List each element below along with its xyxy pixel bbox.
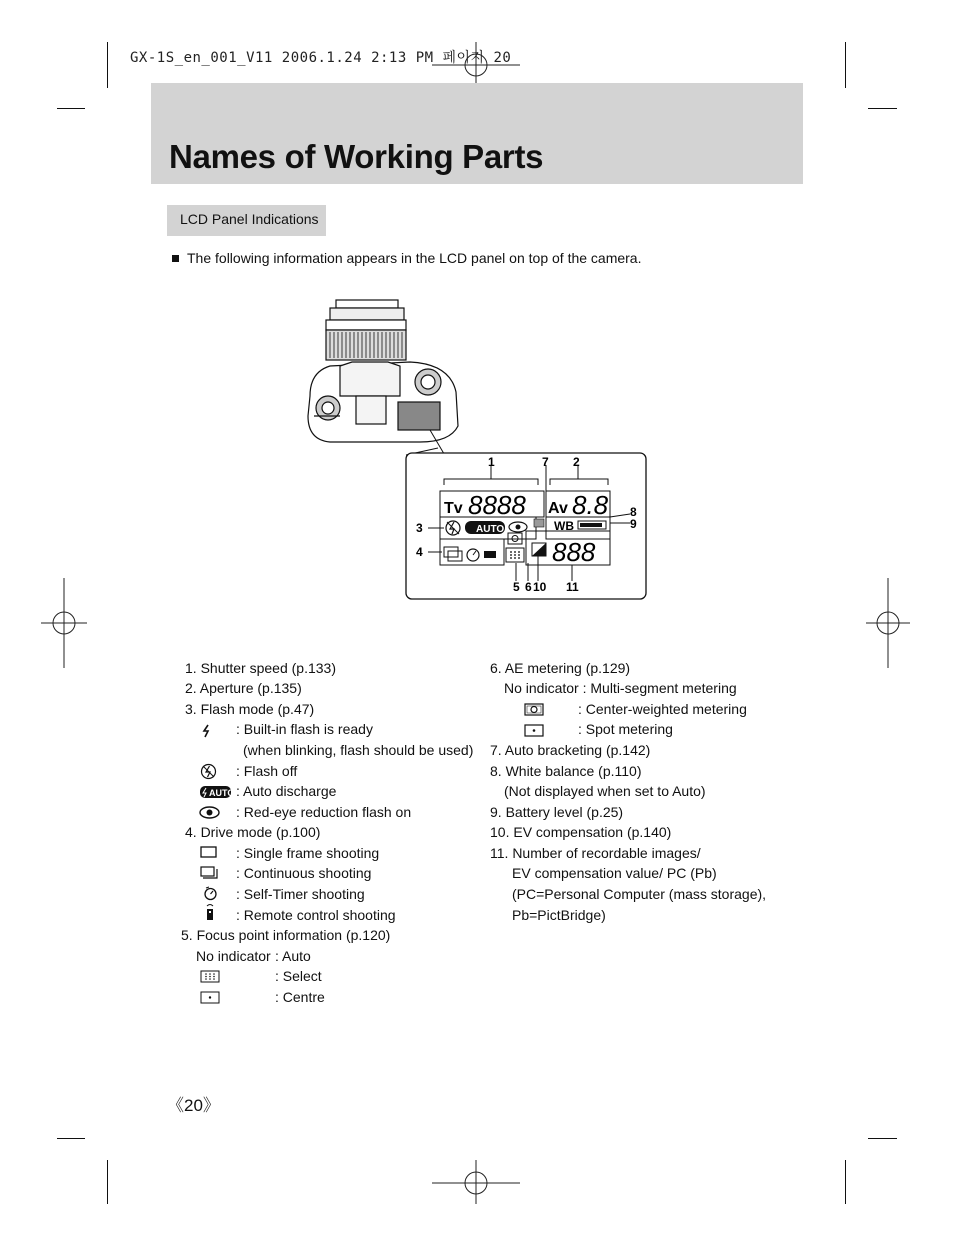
intro-line: [172, 250, 642, 266]
callout-9: 9: [630, 517, 637, 531]
focus-select-text: : Select: [275, 968, 322, 984]
multi-segment-text: No indicator : Multi-segment metering: [504, 680, 737, 696]
callout-5: 5: [513, 580, 520, 594]
spot-metering-text: : Spot metering: [578, 721, 673, 737]
item-white-balance: 8. White balance (p.110): [490, 763, 642, 779]
item-flash-mode: 3. Flash mode (p.47): [185, 701, 315, 717]
callout-6: 6: [525, 580, 532, 594]
lcd-shutter-digits: 8888: [468, 490, 526, 520]
focus-centre-icon: [200, 991, 220, 1004]
remote-control-text: : Remote control shooting: [236, 907, 396, 923]
item-recordable-images: 11. Number of recordable images/: [490, 845, 701, 861]
lcd-aperture-digits: 8.8: [572, 490, 609, 520]
print-header: GX-1S_en_001_V11 2006.1.24 2:13 PM 페이지 20: [130, 50, 512, 66]
item-battery-level: 9. Battery level (p.25): [490, 804, 624, 820]
callout-1: 1: [488, 455, 495, 469]
item-shutter-speed: 1. Shutter speed (p.133): [185, 660, 336, 676]
callout-7: 7: [542, 455, 549, 469]
focus-auto-label: No indicator: [196, 948, 271, 964]
flash-off-text: : Flash off: [236, 763, 298, 779]
single-frame-text: : Single frame shooting: [236, 845, 380, 861]
white-balance-note: (Not displayed when set to Auto): [504, 783, 706, 799]
item-ae-metering: 6. AE metering (p.129): [490, 660, 631, 676]
callout-8: 8: [630, 505, 637, 519]
callout-3: 3: [416, 521, 423, 535]
self-timer-icon: [203, 886, 218, 901]
lcd-tv-label: Tv: [444, 500, 463, 517]
page-number: 《20》: [167, 1096, 220, 1115]
item-aperture: 2. Aperture (p.135): [185, 680, 302, 696]
red-eye-text: : Red-eye reduction flash on: [236, 804, 412, 820]
callout-2: 2: [573, 455, 580, 469]
item-focus-point: 5. Focus point information (p.120): [181, 927, 391, 943]
focus-centre-text: : Centre: [275, 989, 325, 1005]
callout-11: 11: [566, 580, 579, 594]
recordable-images-line3: (PC=Personal Computer (mass storage),: [512, 886, 767, 902]
lcd-bracket-icon: [534, 519, 544, 527]
flash-off-icon: [200, 763, 217, 780]
item-drive-mode: 4. Drive mode (p.100): [185, 824, 321, 840]
camera-top-illustration: [300, 296, 470, 446]
flash-ready-note: (when blinking, flash should be used): [243, 742, 474, 758]
lcd-panel-diagram: [404, 451, 649, 603]
item-auto-bracketing: 7. Auto bracketing (p.142): [490, 742, 651, 758]
red-eye-icon: [199, 806, 220, 819]
focus-select-icon: [200, 970, 220, 983]
lcd-wb-label: WB: [554, 519, 574, 533]
continuous-shooting-text: : Continuous shooting: [236, 865, 372, 881]
page-title: Names of Working Parts: [169, 138, 544, 175]
item-ev-compensation: 10. EV compensation (p.140): [490, 824, 672, 840]
center-weighted-icon: [524, 703, 544, 716]
lcd-auto-label: AUTO: [476, 524, 505, 535]
callout-4: 4: [416, 545, 423, 559]
section-tab: LCD Panel Indications: [167, 205, 326, 236]
auto-discharge-text: : Auto discharge: [236, 783, 337, 799]
recordable-images-line4: Pb=PictBridge): [512, 907, 606, 923]
continuous-shooting-icon: [200, 866, 219, 880]
flash-ready-text: : Built-in flash is ready: [236, 721, 373, 737]
callout-10: 10: [533, 580, 547, 594]
focus-auto-text: : Auto: [275, 948, 311, 964]
flash-ready-icon: [202, 724, 212, 738]
lcd-av-label: Av: [548, 500, 568, 517]
spot-metering-icon: [524, 724, 544, 737]
intro-text: The following information appears in the LCD panel on top of the camera.: [187, 250, 642, 266]
center-weighted-text: : Center-weighted metering: [578, 701, 747, 717]
bullet-square-icon: [172, 255, 179, 262]
single-frame-icon: [200, 846, 218, 858]
auto-discharge-icon: [200, 786, 235, 798]
recordable-images-line2: EV compensation value/ PC (Pb): [512, 865, 717, 881]
lcd-count-digits: 888: [552, 537, 596, 567]
remote-control-icon: [205, 903, 215, 921]
lcd-remote-icon: [484, 551, 496, 558]
auto-discharge-icon-label: AUTO: [209, 788, 235, 798]
self-timer-text: : Self-Timer shooting: [236, 886, 365, 902]
